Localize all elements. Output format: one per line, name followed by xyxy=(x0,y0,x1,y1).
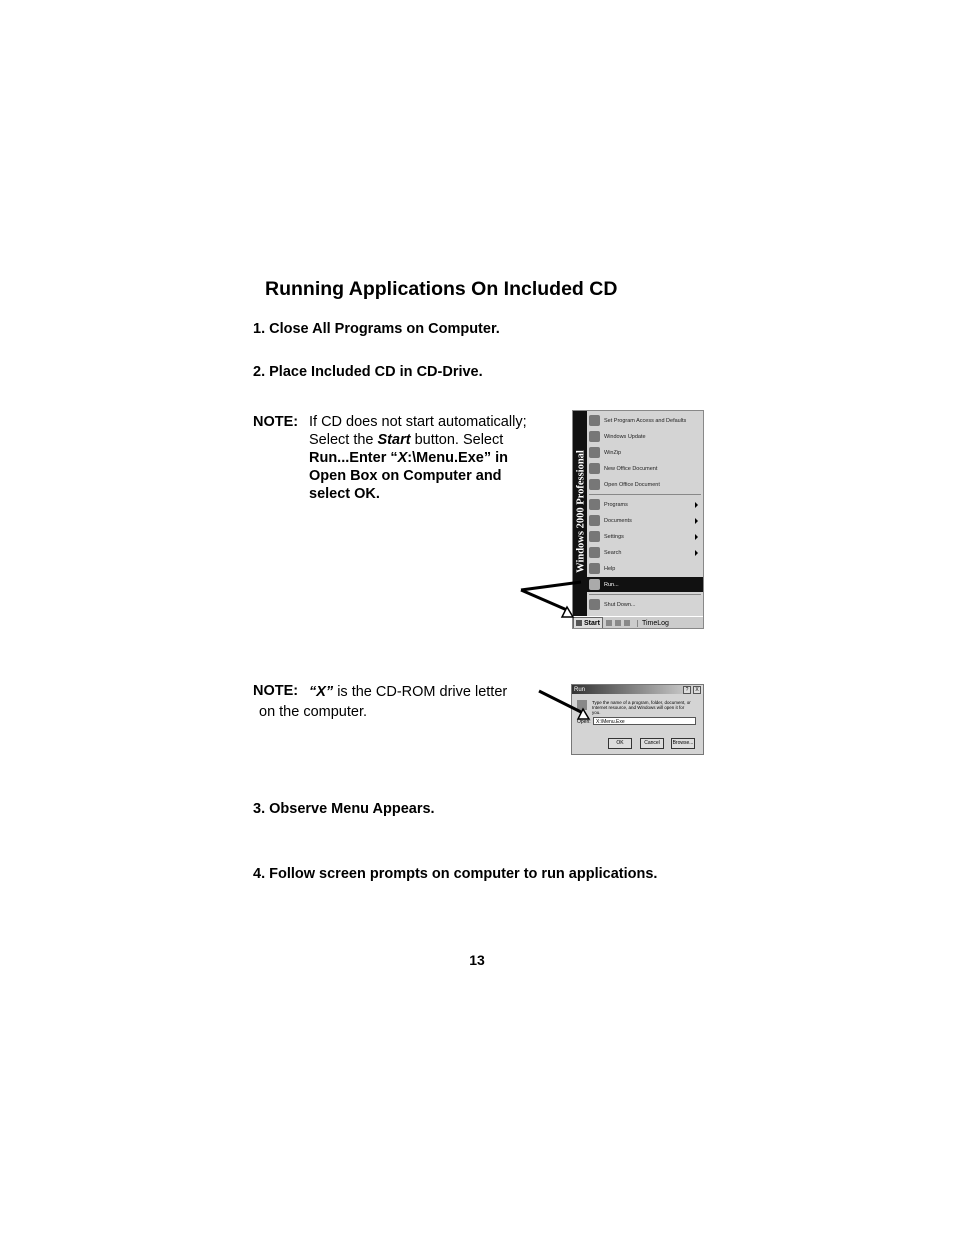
menu-item[interactable] xyxy=(587,461,703,476)
menu-item[interactable] xyxy=(587,413,703,428)
menu-item[interactable] xyxy=(587,429,703,444)
taskbar xyxy=(573,616,703,629)
menu-item[interactable] xyxy=(587,513,703,528)
note-2-line-2: on the computer. xyxy=(259,704,368,720)
arrow-to-run xyxy=(521,582,581,590)
run-description: Type the name of a program, folder, document, or Internet resource, and Windows will open it for you. xyxy=(592,700,691,715)
submenu-arrow-icon xyxy=(695,550,698,556)
page-number: 13 xyxy=(469,952,485,968)
note-emphasis: X xyxy=(397,450,408,466)
ok-button[interactable]: OK xyxy=(608,738,632,749)
start-button-label: Start xyxy=(584,619,600,627)
help-icon xyxy=(589,563,600,574)
note-1-text xyxy=(309,413,527,503)
arrow-to-start xyxy=(521,590,567,610)
menu-item[interactable] xyxy=(587,497,703,512)
winzip-icon xyxy=(589,447,600,458)
quick-launch-icon[interactable] xyxy=(606,620,612,626)
note-text: Select the xyxy=(309,432,378,448)
note-label: NOTE: xyxy=(253,683,299,699)
note-line xyxy=(309,431,527,449)
globe-icon xyxy=(589,431,600,442)
folder-open-icon xyxy=(589,479,600,490)
shutdown-icon xyxy=(589,599,600,610)
programs-icon xyxy=(589,499,600,510)
program-access-icon xyxy=(589,415,600,426)
menu-item-label: Settings xyxy=(604,533,624,540)
step-2: 2. Place Included CD in CD-Drive. xyxy=(253,364,483,380)
note-label: NOTE: xyxy=(253,414,299,430)
quick-launch xyxy=(606,620,633,626)
document-icon xyxy=(589,463,600,474)
menu-item[interactable] xyxy=(587,477,703,492)
windows-version-label: Windows 2000 Professional xyxy=(575,450,587,573)
submenu-arrow-icon xyxy=(695,502,698,508)
menu-item-label: Programs xyxy=(604,501,628,508)
pointer-arrow-run-dialog xyxy=(535,685,595,725)
help-button[interactable]: ? xyxy=(683,686,691,694)
note-line xyxy=(309,449,527,467)
search-icon xyxy=(589,547,600,558)
note-text: button. Select xyxy=(410,432,504,448)
menu-item-label: Shut Down... xyxy=(604,601,636,608)
taskbar-task[interactable]: TimeLog xyxy=(637,620,669,627)
step-4: 4. Follow screen prompts on computer to run applications. xyxy=(253,866,658,882)
note-text: Run...Enter “ xyxy=(309,450,398,466)
submenu-arrow-icon xyxy=(695,518,698,524)
run-icon xyxy=(589,579,600,590)
start-menu-screenshot xyxy=(572,410,704,629)
menu-item-label: Documents xyxy=(604,517,632,524)
close-button[interactable]: X xyxy=(693,686,701,694)
note-line: Open Box on Computer and xyxy=(309,468,502,484)
page-title: Running Applications On Included CD xyxy=(265,278,618,300)
menu-item-label: Run... xyxy=(604,581,619,588)
menu-separator xyxy=(589,594,701,595)
arrow-to-open-field xyxy=(539,691,583,713)
menu-item-label: Set Program Access and Defaults xyxy=(604,417,687,424)
menu-item-label: Windows Update xyxy=(604,433,646,440)
menu-item[interactable] xyxy=(587,597,703,612)
note-line: If CD does not start automatically; xyxy=(309,414,527,430)
note-text: :\Menu.Exe” in xyxy=(407,450,509,466)
note-emphasis: Start xyxy=(377,432,411,448)
step-1: 1. Close All Programs on Computer. xyxy=(253,321,500,337)
note-emphasis: “X” xyxy=(309,684,334,700)
menu-item-label: Help xyxy=(604,565,616,572)
menu-item-label: Open Office Document xyxy=(604,481,660,488)
menu-item[interactable] xyxy=(587,561,703,576)
note-2-line-1 xyxy=(309,683,507,701)
documents-icon xyxy=(589,515,600,526)
run-dialog-title: Run xyxy=(574,686,586,693)
menu-item[interactable] xyxy=(587,445,703,460)
submenu-arrow-icon xyxy=(695,534,698,540)
step-3: 3. Observe Menu Appears. xyxy=(253,801,435,817)
quick-launch-icon[interactable] xyxy=(624,620,630,626)
menu-separator xyxy=(589,494,701,495)
pointer-arrows xyxy=(515,575,590,625)
menu-item[interactable] xyxy=(587,529,703,544)
menu-item-label: WinZip xyxy=(604,449,622,456)
menu-item-label: Search xyxy=(604,549,622,556)
menu-item[interactable] xyxy=(587,545,703,560)
open-label: Open: xyxy=(577,719,591,725)
menu-item-run[interactable] xyxy=(587,577,703,592)
note-text: is the CD-ROM drive letter xyxy=(333,684,508,700)
menu-item-label: New Office Document xyxy=(604,465,658,472)
quick-launch-icon[interactable] xyxy=(615,620,621,626)
browse-button[interactable]: Browse... xyxy=(671,738,695,749)
cancel-button[interactable]: Cancel xyxy=(640,738,664,749)
settings-icon xyxy=(589,531,600,542)
note-line: select OK. xyxy=(309,486,380,502)
open-input[interactable]: X:\Menu.Exe xyxy=(593,717,696,725)
